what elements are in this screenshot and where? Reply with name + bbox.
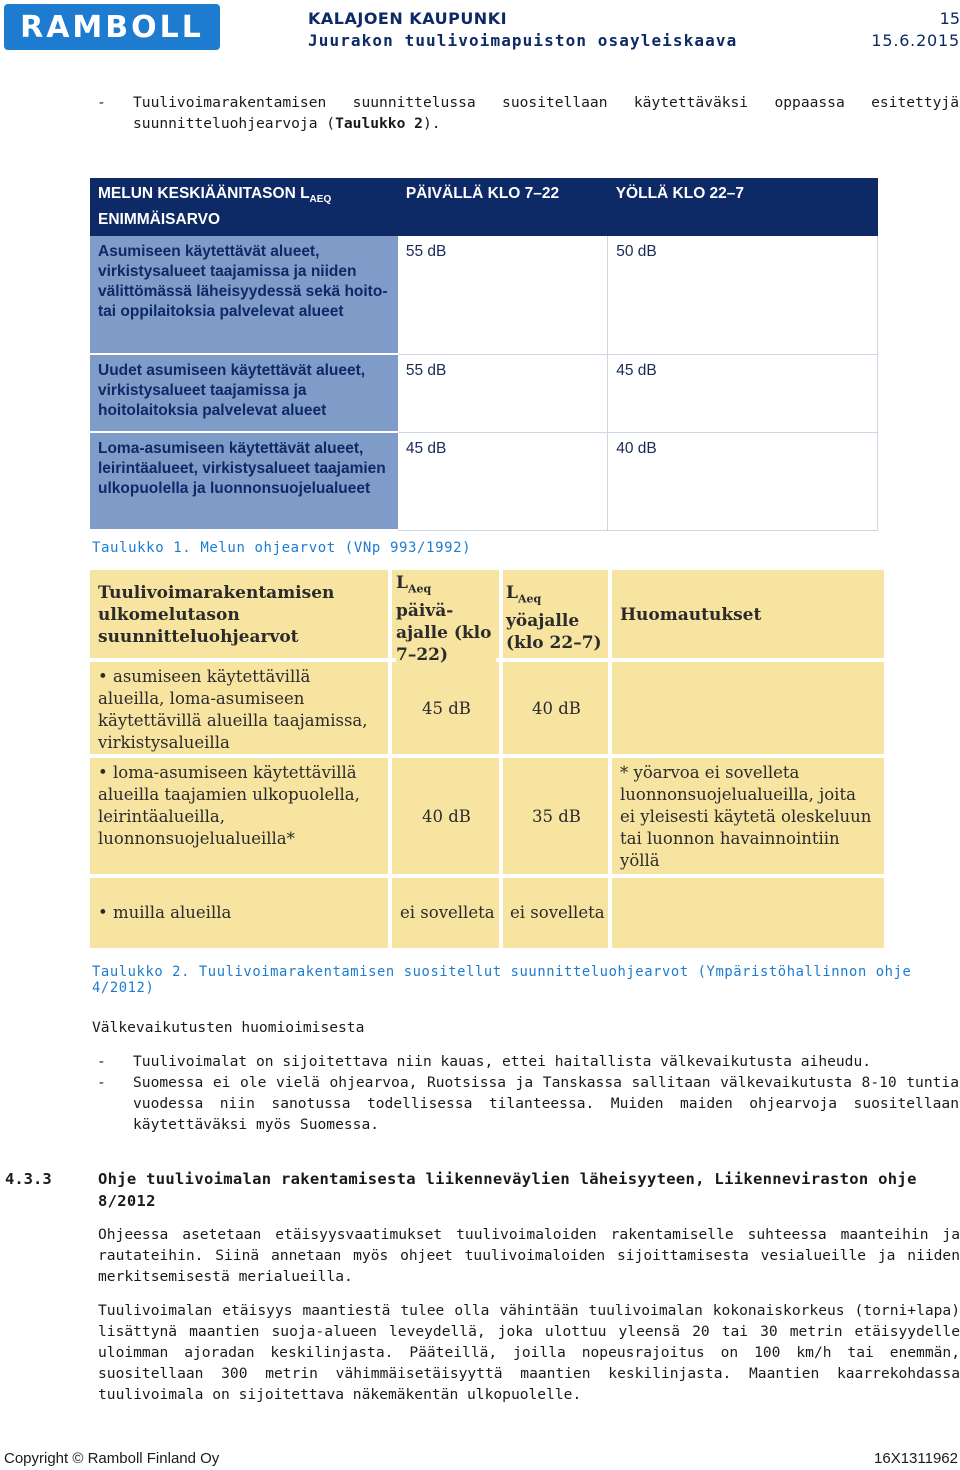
header-cell-title: Tuulivoimarakentamisen ulkomelutason suunnitteluohjearvot [98, 582, 378, 648]
table2-caption: Taulukko 2. Tuulivoimarakentamisen suositellut suunnitteluohjearvot (Ympäristöhallinnon ohje 4/2012) [92, 964, 912, 996]
row1-day: 45 dB [422, 699, 471, 718]
intro-text-after: ). [422, 115, 441, 132]
row-label: Loma-asumiseen käytettävät alueet, leirintäalueet, virkistysalueet taajamien ulkopuolella ja luonnonsuojelualueet [90, 432, 398, 530]
header-night-l: L [506, 583, 518, 603]
row-label: Asumiseen käytettävät alueet, virkistysalueet taajamissa ja niiden välittömässä läheisyydessä sekä hoito- tai oppilaitoksia palvelevat alueet [90, 236, 398, 354]
header-cell-day: PÄIVÄLLÄ KLO 7–22 [398, 178, 608, 236]
section-title: Ohje tuulivoimalan rakentamisesta liikenneväylien läheisyyteen, Liikenneviraston ohje 8/2012 [98, 1170, 917, 1210]
header-day-rest: päivä-ajalle (klo 7–22) [396, 601, 492, 666]
intro-dash: - [97, 94, 106, 111]
section-number: 4.3.3 [5, 1170, 52, 1188]
header-limit-sub: AEQ [309, 194, 332, 206]
column-divider [388, 570, 392, 948]
header-limit-text: MELUN KESKIÄÄNITASON L [98, 185, 310, 202]
footer-copyright: Copyright © Ramboll Finland Oy [4, 1450, 220, 1467]
header-cell-night [506, 582, 606, 654]
row-night-value: 40 dB [608, 432, 878, 530]
header-night-rest: yöajalle (klo 22–7) [506, 611, 602, 654]
row-divider [90, 874, 884, 878]
intro-text [133, 92, 959, 134]
header-limit-text2: ENIMMÄISARVO [98, 211, 221, 229]
row-day-value: 45 dB [398, 432, 608, 530]
bullet-dash: - [97, 1053, 106, 1070]
row3-night: ei sovelleta [510, 903, 605, 922]
header-day-l: L [396, 573, 408, 593]
doc-date: 15.6.2015 [871, 31, 960, 50]
column-divider [608, 570, 612, 948]
header-cell-day [396, 572, 496, 666]
intro-text-before: Tuulivoimarakentamisen suunnittelussa suositellaan käytettäväksi oppaassa esitettyjä suunnitteluohjearvoja ( [133, 94, 959, 132]
table-header-row [90, 178, 878, 236]
row2-day: 40 dB [422, 807, 471, 826]
flicker-bullet-1: Tuulivoimalat on sijoitettava niin kauas, ettei haitallista välkevaikutusta aiheudu. [133, 1053, 872, 1070]
doc-title: Juurakon tuulivoimapuiston osayleiskaava [308, 31, 738, 50]
row-label: Uudet asumiseen käytettävät alueet, virkistysalueet taajamissa ja hoitolaitoksia palvelevat alueet [90, 354, 398, 432]
row2-night: 35 dB [532, 807, 581, 826]
page-header [308, 8, 960, 52]
noise-limits-table [90, 178, 878, 531]
table-row [90, 354, 878, 432]
row-day-value: 55 dB [398, 354, 608, 432]
bullet-dash: - [97, 1074, 106, 1091]
flicker-bullet-2: Suomessa ei ole vielä ohjearvoa, Ruotsissa ja Tanskassa sallitaan välkevaikutusta 8-10 tuntia vuodessa niin sanotussa todellisessa tilanteessa. Muiden maiden ohjearvoja suositellaan käytettäväksi myös Suomessa. [133, 1074, 959, 1133]
row-day-value: 55 dB [398, 236, 608, 354]
footer-doc-id: 16X1311962 [874, 1450, 958, 1467]
row1-night: 40 dB [532, 699, 581, 718]
row1-label: • asumiseen käytettävillä alueilla, loma-asumiseen käytettävillä alueilla taajamissa, virkistysalueilla [98, 666, 372, 754]
flicker-title: Välkevaikutusten huomioimisesta [92, 1019, 365, 1036]
section-paragraph-1: Ohjeessa asetetaan etäisyysvaatimukset tuulivoimaloiden rakentamiselle suhteessa maanteihin ja rautateihin. Siinä annetaan myös ohjeet tuulivoimaloiden sijoittamisesta vesialueille ja niiden merkitsemisestä merialueilla. [98, 1226, 960, 1285]
table1-caption: Taulukko 1. Melun ohjearvot (VNp 993/1992) [92, 540, 472, 556]
wind-noise-table [90, 570, 884, 948]
row3-label: • muilla alueilla [98, 902, 372, 924]
header-cell-night: YÖLLÄ KLO 22–7 [608, 178, 878, 236]
header-cell-notes: Huomautukset [620, 604, 870, 626]
ramboll-logo [4, 4, 220, 50]
row2-note: * yöarvoa ei sovelleta luonnonsuojelualueilla, joita ei yleisesti käytetä oleskeluun tai luonnon havainnointiin yöllä [620, 762, 876, 872]
header-night-sub: Aeq [517, 592, 542, 606]
header-cell-limit [90, 178, 398, 236]
row-divider [90, 754, 884, 758]
row-night-value: 50 dB [608, 236, 878, 354]
row2-label: • loma-asumiseen käytettävillä alueilla taajamien ulkopuolella, leirintäalueilla, luonnonsuojelualueilla* [98, 762, 372, 850]
org-name: KALAJOEN KAUPUNKI [308, 9, 508, 28]
header-day-sub: Aeq [407, 582, 432, 596]
row-night-value: 45 dB [608, 354, 878, 432]
row3-day: ei sovelleta [400, 903, 495, 922]
table-row [90, 236, 878, 354]
page-number: 15 [939, 9, 960, 28]
logo-text: RAMBOLL [20, 9, 204, 45]
table-row [90, 432, 878, 530]
column-divider [499, 570, 503, 948]
intro-text-ref: Taulukko 2 [335, 115, 423, 132]
section-paragraph-2: Tuulivoimalan etäisyys maantiestä tulee olla vähintään tuulivoimalan kokonaiskorkeus (torni+lapa) lisättynä maantien suoja-alueen leveydellä, joka ulottuu yleensä 20 tai 30 metrin etäisyydelle uloimman ajoradan keskilinjasta. Pääteillä, joilla nopeusrajoitus on 100 km/h tai enemmän, suositellaan 300 metrin vähimmäisetäisyyttä maantien keskilinjasta. Maantien kaarrekohdassa tuulivoimala on sijoitettava näkemäkentän ulkopuolelle. [98, 1302, 960, 1403]
